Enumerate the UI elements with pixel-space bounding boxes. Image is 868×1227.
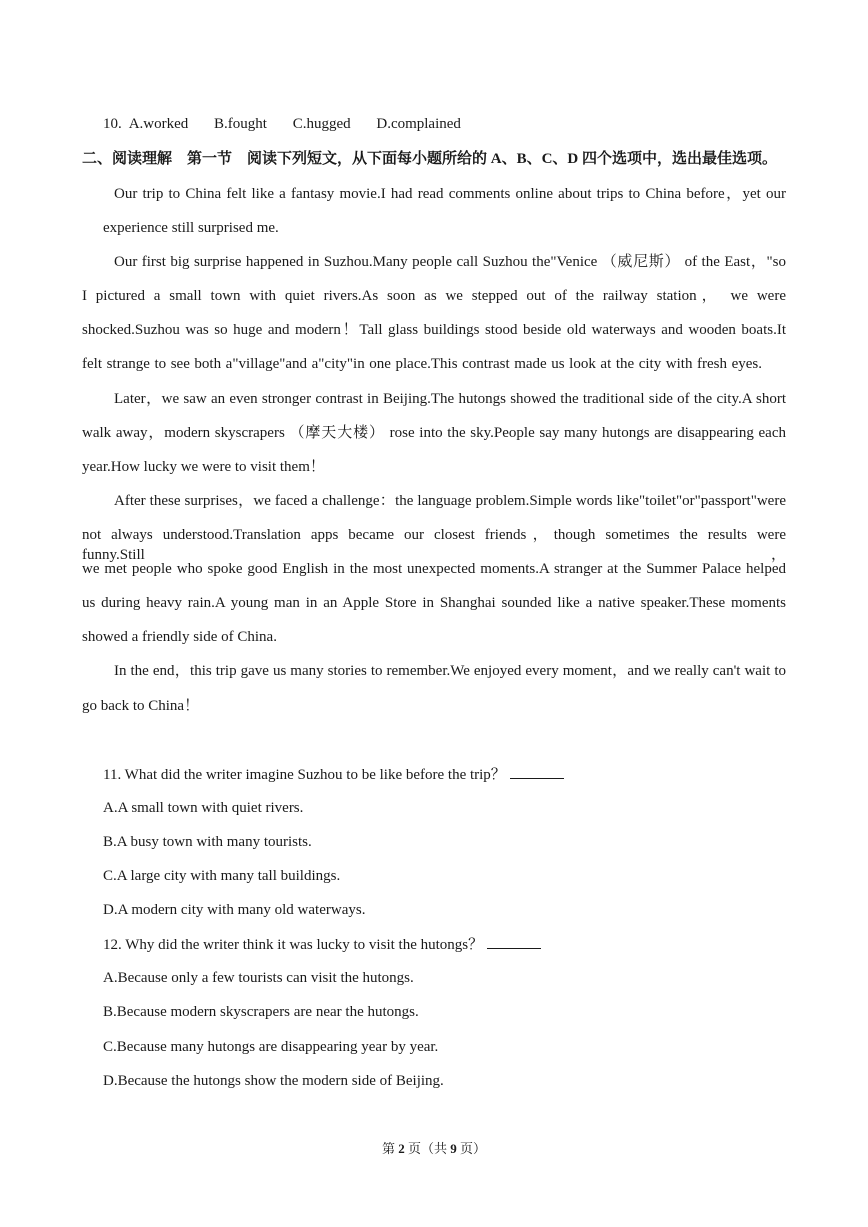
passage-line: walk away，modern skyscrapers （摩天大楼） rose into the sky.People say many hutongs are disappearing each xyxy=(82,425,786,441)
passage-line: showed a friendly side of China. xyxy=(82,629,277,645)
passage-line: us during heavy rain.A young man in an Apple Store in Shanghai sounded like a native speaker.These moments xyxy=(82,595,786,611)
passage-line: I pictured a small town with quiet rivers.As soon as we stepped out of the railway station， we were xyxy=(82,288,786,304)
passage-line: Our trip to China felt like a fantasy movie.I had read comments online about trips to China before，yet our xyxy=(114,186,786,202)
question-text: 12. Why did the writer think it was lucky to visit the hutongs？ xyxy=(103,937,484,953)
option-c: C.hugged xyxy=(292,116,351,132)
option-a: A.worked xyxy=(128,116,189,132)
passage-line: After these surprises，we faced a challenge：the language problem.Simple words like"toilet"or"passport"were xyxy=(114,493,786,509)
answer-blank[interactable] xyxy=(510,764,564,779)
footer-middle: 页（共 xyxy=(404,1141,451,1156)
q12-option-c: C.Because many hutongs are disappearing year by year. xyxy=(103,1039,439,1055)
passage-line: In the end，this trip gave us many stories to remember.We enjoyed every moment，and we really can't wait to xyxy=(114,663,786,679)
page-footer xyxy=(0,1138,868,1157)
question-number: 10. xyxy=(103,116,122,132)
option-b: B.fought xyxy=(214,116,267,132)
passage-line: go back to China！ xyxy=(82,698,200,714)
passage-line: felt strange to see both a"village"and a"city"in one place.This contrast made us look at the city with fresh eyes. xyxy=(82,356,762,372)
current-page: 2 xyxy=(398,1141,405,1156)
q12-option-a: A.Because only a few tourists can visit the hutongs. xyxy=(103,970,414,986)
q11-option-a: A.A small town with quiet rivers. xyxy=(103,800,304,816)
q11-option-d: D.A modern city with many old waterways. xyxy=(103,902,366,918)
q11-option-c: C.A large city with many tall buildings. xyxy=(103,868,341,884)
footer-prefix: 第 xyxy=(381,1141,399,1156)
passage-line: Later，we saw an even stronger contrast in Beijing.The hutongs showed the traditional side of the city.A short xyxy=(114,391,786,407)
option-d: D.complained xyxy=(376,116,461,132)
question-text: 11. What did the writer imagine Suzhou to be like before the trip？ xyxy=(103,767,506,783)
answer-blank[interactable] xyxy=(487,934,541,949)
q12-option-b: B.Because modern skyscrapers are near the hutongs. xyxy=(103,1004,419,1020)
footer-suffix: 页） xyxy=(456,1141,487,1156)
q11-option-b: B.A busy town with many tourists. xyxy=(103,834,312,850)
q12-option-d: D.Because the hutongs show the modern side of Beijing. xyxy=(103,1073,444,1089)
question-12-stem xyxy=(103,934,541,955)
passage-line: we met people who spoke good English in the most unexpected moments.A stranger at the Summer Palace helped xyxy=(82,561,786,577)
passage-line: year.How lucky we were to visit them！ xyxy=(82,459,325,475)
passage-line: shocked.Suzhou was so huge and modern！Tall glass buildings stood beside old waterways and wooden boats.It xyxy=(82,322,786,338)
passage-line: Our first big surprise happened in Suzhou.Many people call Suzhou the"Venice （威尼斯） of the East，"so xyxy=(114,254,786,270)
question-11-stem xyxy=(103,764,564,785)
passage-line: not always understood.Translation apps became our closest friends，though sometimes the results were funny.Still， xyxy=(82,527,786,563)
passage-line: experience still surprised me. xyxy=(103,220,279,236)
section-heading: 二、阅读理解 第一节 阅读下列短文，从下面每小题所给的 A、B、C、D 四个选项中，选出最佳选项。 xyxy=(82,151,778,167)
total-pages: 9 xyxy=(450,1141,457,1156)
question-10-options xyxy=(103,114,483,134)
